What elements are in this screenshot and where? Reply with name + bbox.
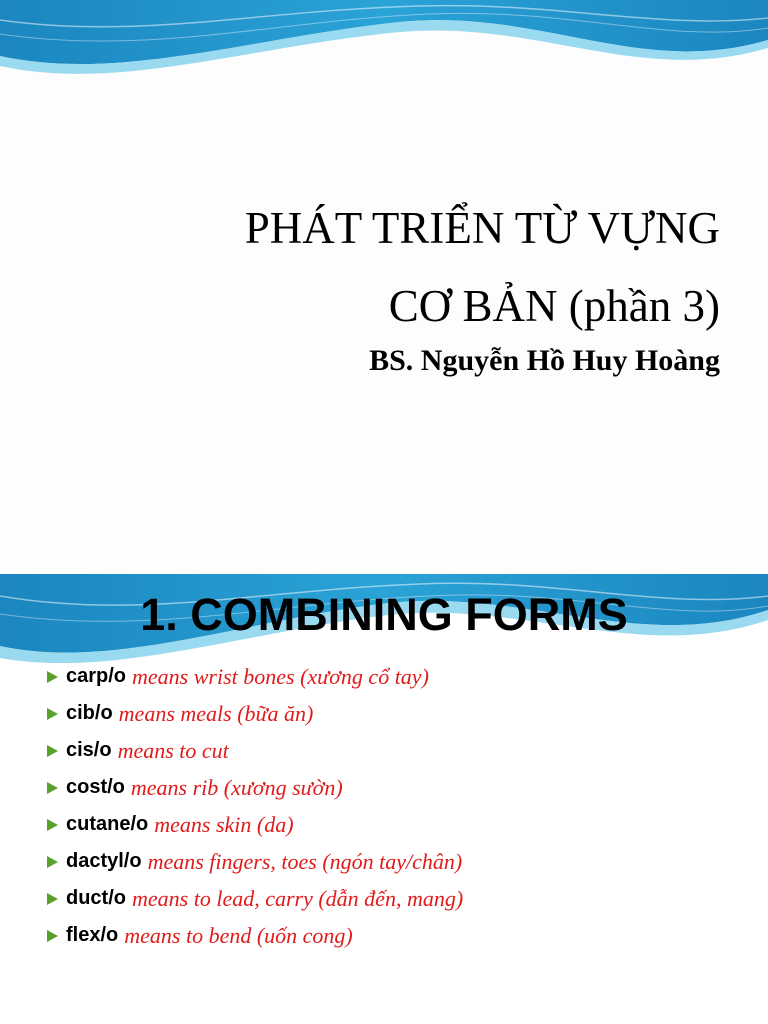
content-heading: 1. COMBINING FORMS <box>140 589 628 640</box>
arrow-bullet-icon <box>47 893 58 905</box>
combining-form-definition: means to bend (uốn cong) <box>124 922 353 948</box>
combining-form-term: cost/o <box>66 776 125 798</box>
combining-form-definition: means wrist bones (xương cổ tay) <box>132 663 429 689</box>
combining-form-definition: means to lead, carry (dẫn đến, mang) <box>132 885 464 911</box>
combining-form-definition: means rib (xương sườn) <box>130 774 343 800</box>
combining-form-term: cis/o <box>66 739 112 761</box>
combining-form-term: flex/o <box>66 924 119 946</box>
wave-decoration-top <box>0 0 768 90</box>
combining-form-definition: means meals (bữa ăn) <box>118 700 314 726</box>
list-item <box>50 695 463 732</box>
title-line-2: CƠ BẢN (phần 3) <box>388 281 720 331</box>
title-line-1: PHÁT TRIỂN TỪ VỰNG <box>244 203 720 253</box>
combining-form-term: duct/o <box>66 887 126 909</box>
author-name: BS. Nguyễn Hồ Huy Hoàng <box>369 344 720 377</box>
combining-form-term: cutane/o <box>66 813 149 835</box>
list-item <box>50 769 463 806</box>
combining-form-term: dactyl/o <box>66 850 142 872</box>
list-item <box>50 806 463 843</box>
combining-form-definition: means fingers, toes (ngón tay/chân) <box>147 848 463 874</box>
arrow-bullet-icon <box>47 930 58 942</box>
combining-form-term: cib/o <box>66 702 113 724</box>
combining-forms-list <box>50 658 463 954</box>
content-slide <box>0 574 768 1024</box>
combining-form-definition: means to cut <box>117 737 229 763</box>
arrow-bullet-icon <box>47 671 58 683</box>
combining-form-definition: means skin (da) <box>154 811 294 837</box>
list-item <box>50 843 463 880</box>
list-item <box>50 732 463 769</box>
list-item <box>50 917 463 954</box>
arrow-bullet-icon <box>47 708 58 720</box>
arrow-bullet-icon <box>47 745 58 757</box>
combining-form-term: carp/o <box>66 665 127 687</box>
arrow-bullet-icon <box>47 856 58 868</box>
arrow-bullet-icon <box>47 819 58 831</box>
arrow-bullet-icon <box>47 782 58 794</box>
list-item <box>50 880 463 917</box>
list-item <box>50 658 463 695</box>
